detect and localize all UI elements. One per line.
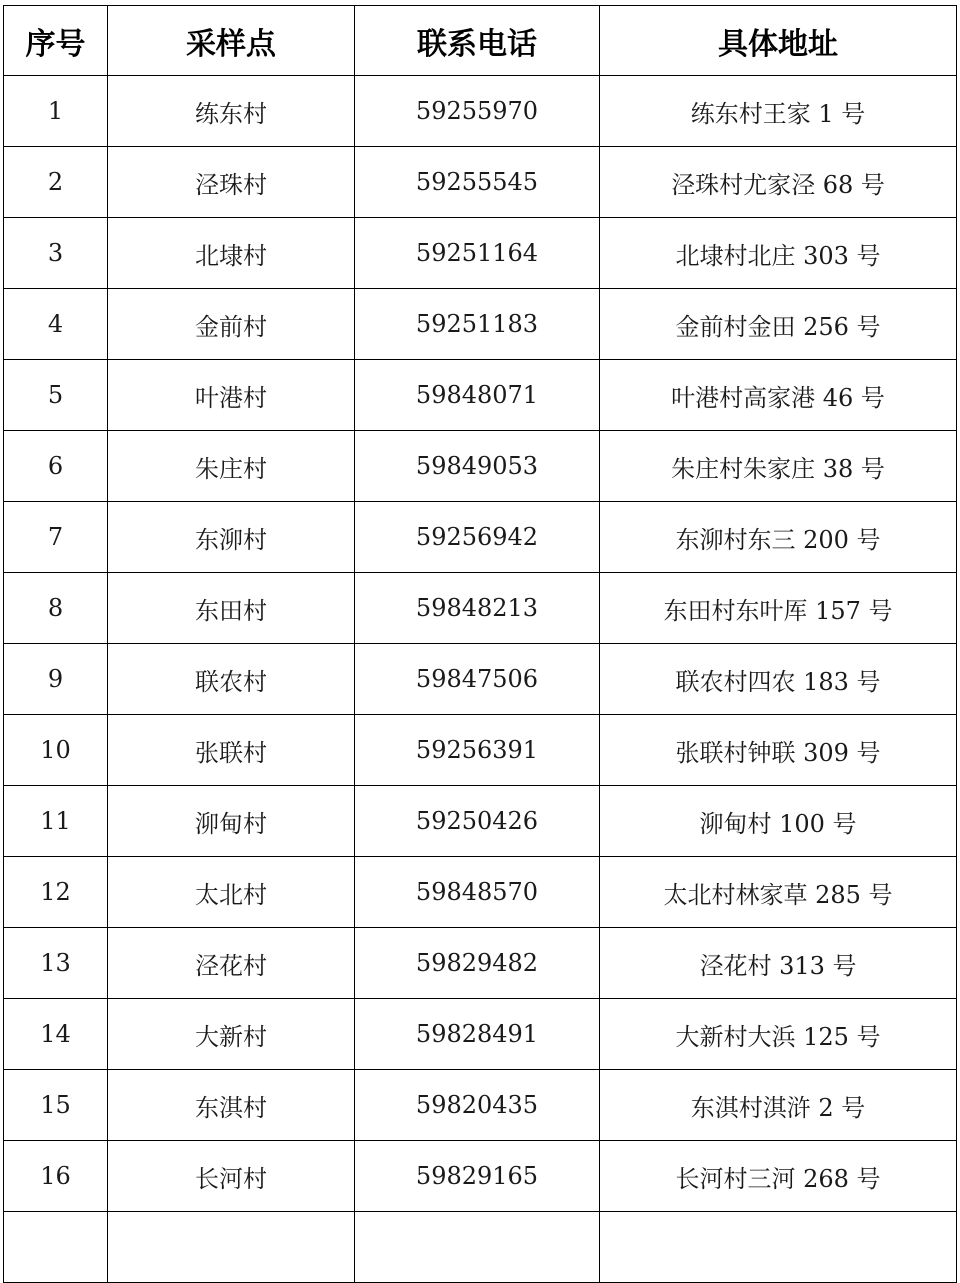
table-row — [4, 431, 957, 502]
cell-phone: 59847506 — [355, 644, 600, 715]
cell-index: 3 — [4, 218, 108, 289]
table-row — [4, 1070, 957, 1141]
cell-index: 14 — [4, 999, 108, 1070]
table-row — [4, 786, 957, 857]
cell-sampling-site: 联农村 — [108, 644, 355, 715]
cell-phone: 59829482 — [355, 928, 600, 999]
table-row — [4, 644, 957, 715]
cell-address: 朱庄村朱家庄 38 号 — [600, 431, 957, 502]
cell-sampling-site: 金前村 — [108, 289, 355, 360]
cell-address — [600, 1212, 957, 1283]
cell-address: 东泖村东三 200 号 — [600, 502, 957, 573]
cell-address: 东田村东叶厍 157 号 — [600, 573, 957, 644]
cell-index: 12 — [4, 857, 108, 928]
cell-address: 金前村金田 256 号 — [600, 289, 957, 360]
table-row — [4, 360, 957, 431]
cell-sampling-site: 东淇村 — [108, 1070, 355, 1141]
table-row — [4, 218, 957, 289]
cell-sampling-site — [108, 1212, 355, 1283]
table-row — [4, 928, 957, 999]
cell-index: 9 — [4, 644, 108, 715]
cell-sampling-site: 长河村 — [108, 1141, 355, 1212]
cell-phone: 59256391 — [355, 715, 600, 786]
header-phone: 联系电话 — [355, 6, 600, 76]
cell-index: 1 — [4, 76, 108, 147]
cell-sampling-site: 泾花村 — [108, 928, 355, 999]
cell-index: 15 — [4, 1070, 108, 1141]
cell-phone: 59256942 — [355, 502, 600, 573]
cell-index — [4, 1212, 108, 1283]
cell-address: 太北村林家草 285 号 — [600, 857, 957, 928]
cell-sampling-site: 大新村 — [108, 999, 355, 1070]
cell-address: 叶港村高家港 46 号 — [600, 360, 957, 431]
cell-index: 7 — [4, 502, 108, 573]
cell-phone: 59251164 — [355, 218, 600, 289]
cell-index: 11 — [4, 786, 108, 857]
cell-sampling-site: 泾珠村 — [108, 147, 355, 218]
cell-sampling-site: 东田村 — [108, 573, 355, 644]
cell-index: 8 — [4, 573, 108, 644]
table-row — [4, 147, 957, 218]
cell-phone: 59255545 — [355, 147, 600, 218]
cell-sampling-site: 太北村 — [108, 857, 355, 928]
table-row — [4, 502, 957, 573]
cell-address: 泾珠村尤家泾 68 号 — [600, 147, 957, 218]
cell-address: 东淇村淇浒 2 号 — [600, 1070, 957, 1141]
cell-phone: 59829165 — [355, 1141, 600, 1212]
cell-phone: 59820435 — [355, 1070, 600, 1141]
header-sampling-site: 采样点 — [108, 6, 355, 76]
cell-phone: 59848071 — [355, 360, 600, 431]
cell-phone: 59250426 — [355, 786, 600, 857]
cell-index: 2 — [4, 147, 108, 218]
cell-sampling-site: 张联村 — [108, 715, 355, 786]
cell-address: 练东村王家 1 号 — [600, 76, 957, 147]
cell-address: 张联村钟联 309 号 — [600, 715, 957, 786]
cell-index: 4 — [4, 289, 108, 360]
cell-address: 大新村大浜 125 号 — [600, 999, 957, 1070]
table-row — [4, 76, 957, 147]
cell-index: 13 — [4, 928, 108, 999]
cell-phone: 59849053 — [355, 431, 600, 502]
cell-address: 泖甸村 100 号 — [600, 786, 957, 857]
cell-sampling-site: 练东村 — [108, 76, 355, 147]
cell-phone: 59828491 — [355, 999, 600, 1070]
cell-sampling-site: 东泖村 — [108, 502, 355, 573]
cell-address: 北埭村北庄 303 号 — [600, 218, 957, 289]
table-header-row — [4, 6, 957, 76]
cell-phone: 59255970 — [355, 76, 600, 147]
table-row — [4, 573, 957, 644]
cell-phone: 59848570 — [355, 857, 600, 928]
cell-index: 16 — [4, 1141, 108, 1212]
sampling-sites-sheet — [3, 5, 957, 1283]
table-row — [4, 1141, 957, 1212]
table-row — [4, 289, 957, 360]
sampling-sites-table — [3, 5, 957, 1283]
cell-sampling-site: 北埭村 — [108, 218, 355, 289]
cell-sampling-site: 叶港村 — [108, 360, 355, 431]
table-row — [4, 715, 957, 786]
cell-phone — [355, 1212, 600, 1283]
table-row — [4, 999, 957, 1070]
header-address: 具体地址 — [600, 6, 957, 76]
table-row — [4, 857, 957, 928]
cell-address: 联农村四农 183 号 — [600, 644, 957, 715]
cell-sampling-site: 朱庄村 — [108, 431, 355, 502]
cell-index: 6 — [4, 431, 108, 502]
table-row — [4, 1212, 957, 1283]
header-index: 序号 — [4, 6, 108, 76]
cell-index: 5 — [4, 360, 108, 431]
cell-address: 长河村三河 268 号 — [600, 1141, 957, 1212]
cell-phone: 59848213 — [355, 573, 600, 644]
cell-sampling-site: 泖甸村 — [108, 786, 355, 857]
cell-phone: 59251183 — [355, 289, 600, 360]
cell-address: 泾花村 313 号 — [600, 928, 957, 999]
cell-index: 10 — [4, 715, 108, 786]
